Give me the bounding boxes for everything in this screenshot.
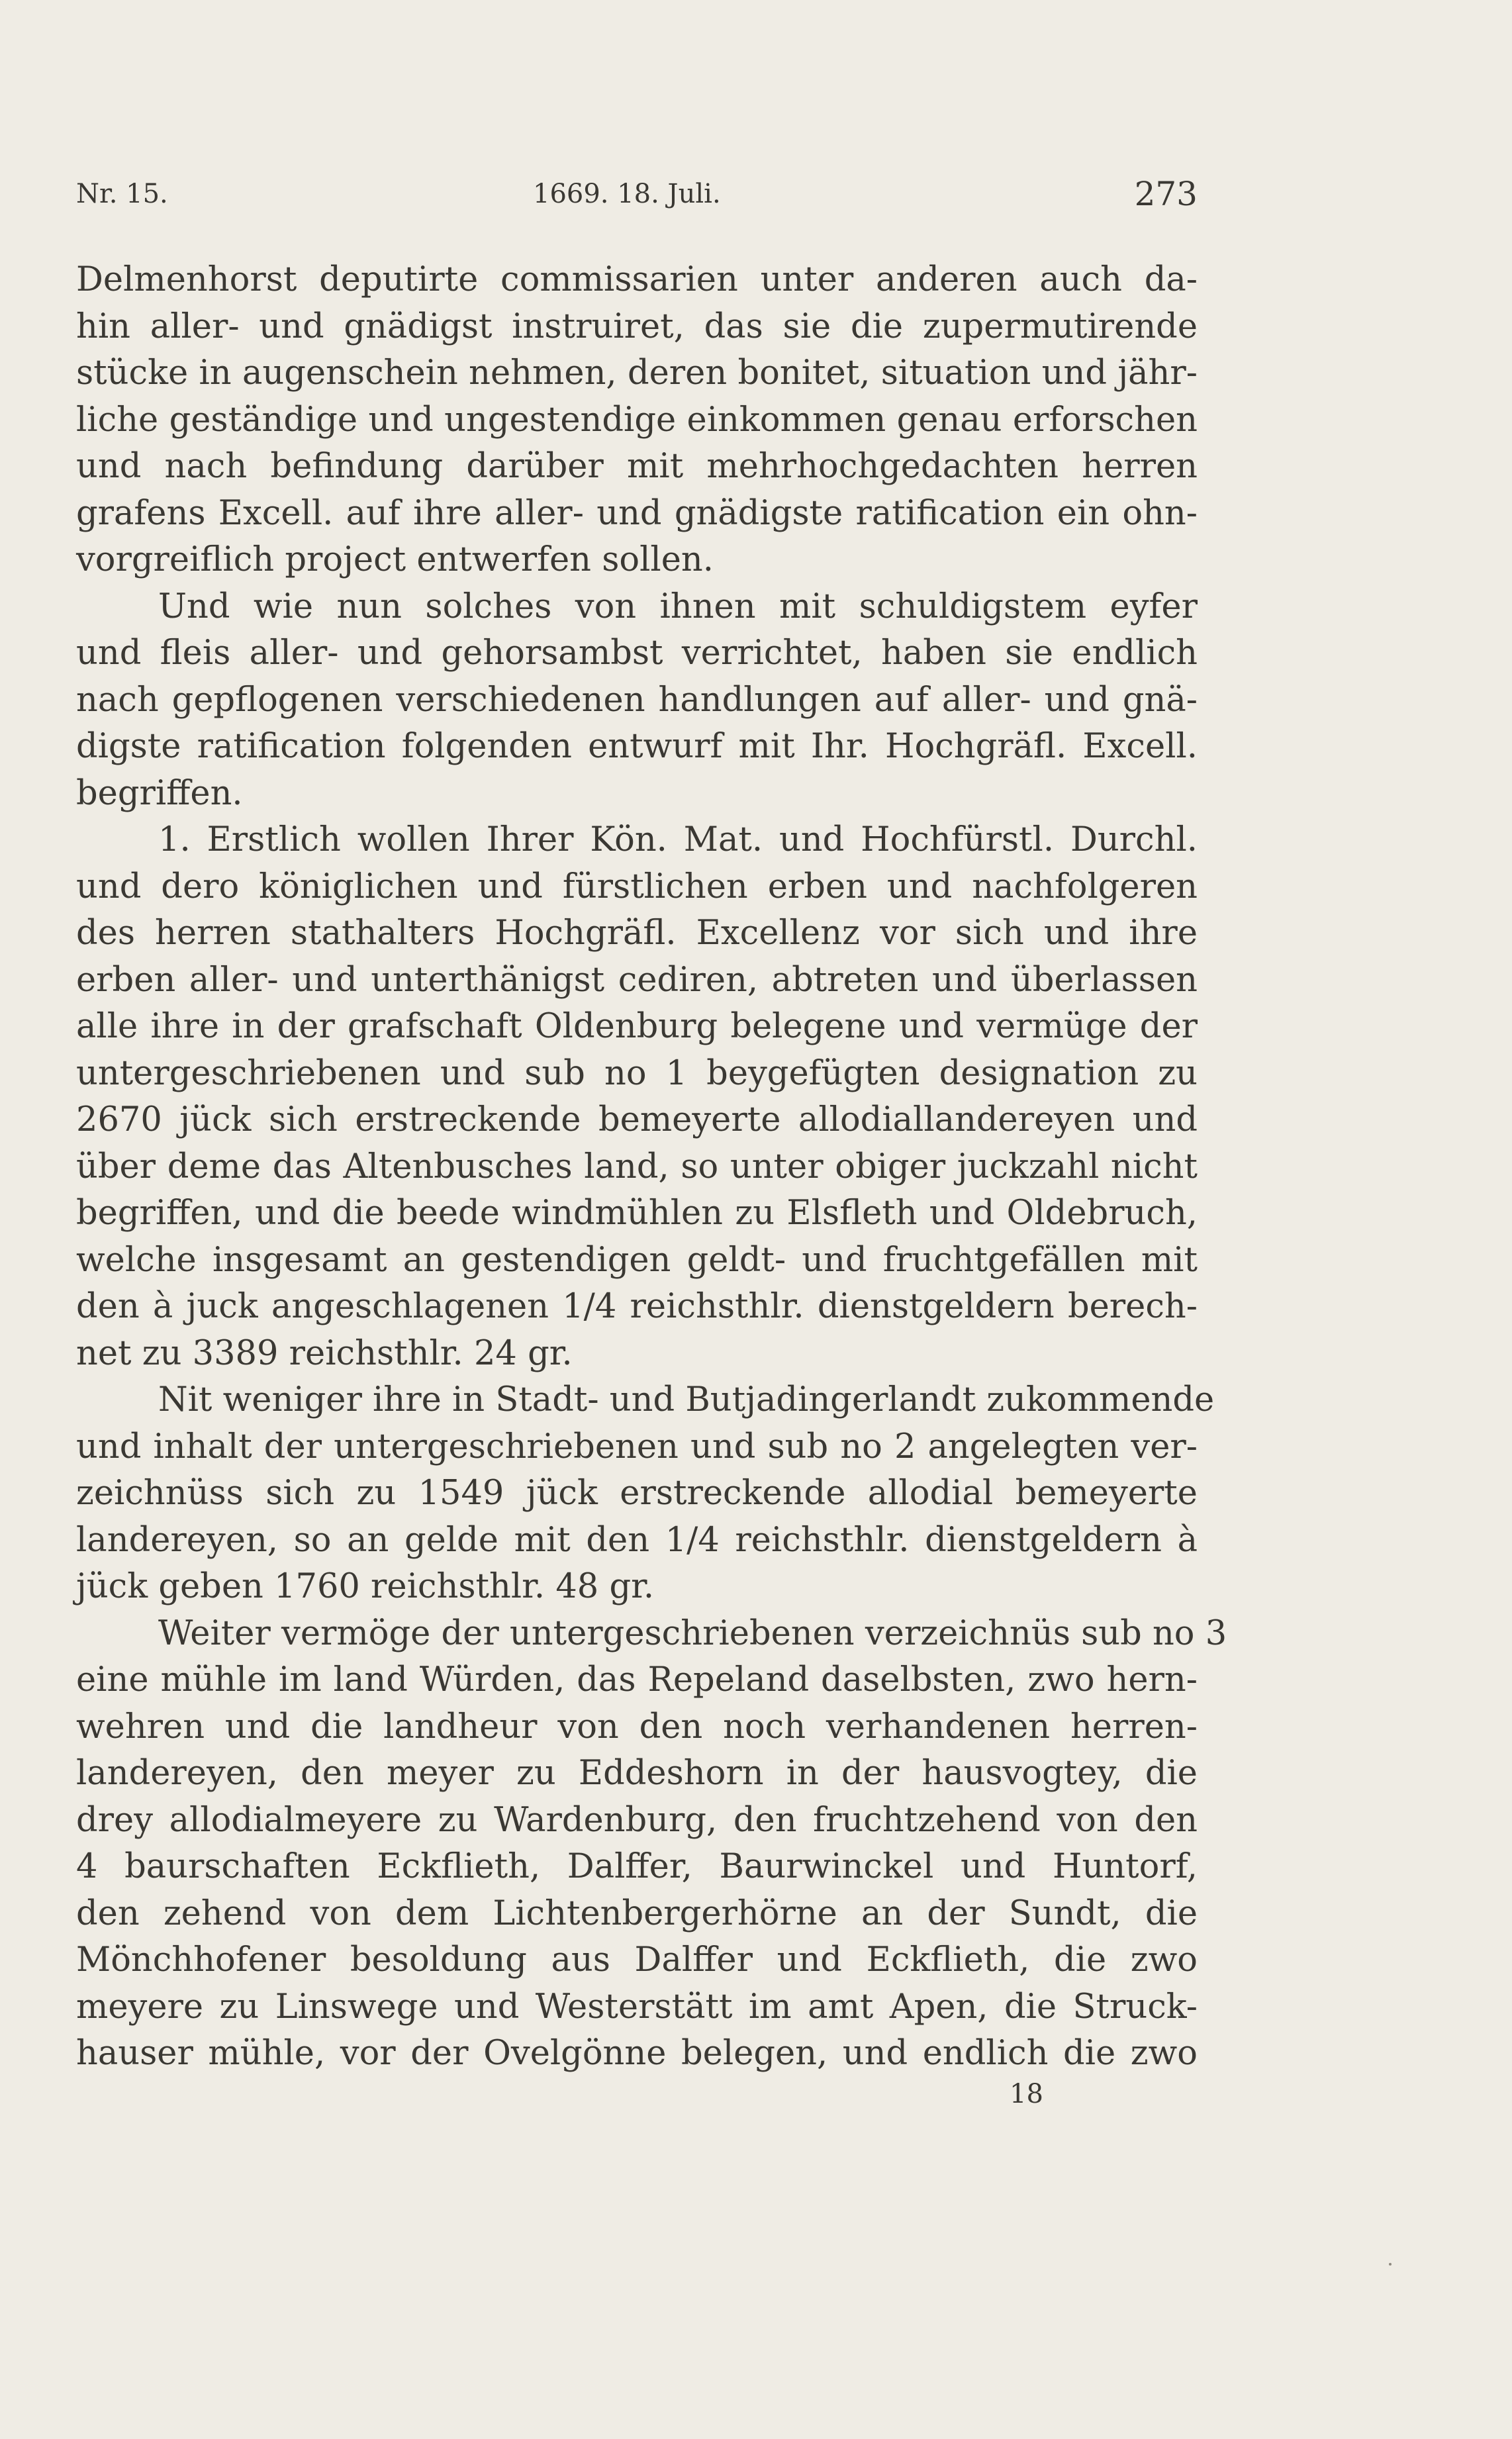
text-line: 1. Erstlich wollen Ihrer Kön. Mat. und Hochfürstl. Durchl. <box>158 820 1198 859</box>
text-line: 4 baurschaften Eckflieth, Dalffer, Baurwinckel und Huntorf, <box>76 1847 1198 1886</box>
signature-mark: 18 <box>1010 2079 1043 2109</box>
text-line: wehren und die landheur von den noch verhandenen herren- <box>76 1707 1198 1746</box>
text-line: und dero königlichen und fürstlichen erben und nachfolgeren <box>76 867 1198 906</box>
text-line: hin aller- und gnädigst instruiret, das sie die zupermutirende <box>76 307 1198 346</box>
text-line: Weiter vermöge der untergeschriebenen verzeichnüs sub no 3 <box>158 1613 1227 1653</box>
text-line: Und wie nun solches von ihnen mit schuldigstem eyfer <box>158 587 1198 626</box>
text-line: und nach befindung darüber mit mehrhochgedachten herren <box>76 447 1198 486</box>
text-line: landereyen, so an gelde mit den 1/4 reichsthlr. dienstgeldern à <box>76 1520 1198 1560</box>
text-line: den zehend von dem Lichtenbergerhörne an der Sundt, die <box>76 1893 1198 1933</box>
header-date: 1669. 18. Juli. <box>533 179 721 209</box>
text-line: vorgreiflich project entwerfen sollen. <box>76 540 714 579</box>
text-line: stücke in augenschein nehmen, deren bonitet, situation und jähr- <box>76 354 1198 393</box>
text-line: zeichnüss sich zu 1549 jück erstreckende allodial bemeyerte <box>76 1474 1198 1513</box>
text-line: digste ratification folgenden entwurf mit Ihr. Hochgräfl. Excell. <box>76 727 1198 766</box>
text-line: und fleis aller- und gehorsambst verrichtet, haben sie endlich <box>76 634 1198 673</box>
text-line: nach gepflogenen verschiedenen handlungen auf aller- und gnä- <box>76 680 1198 720</box>
text-line: den à juck angeschlagenen 1/4 reichsthlr. dienstgeldern berech- <box>76 1287 1198 1326</box>
text-line: eine mühle im land Würden, das Repeland daselbsten, zwo hern- <box>76 1660 1198 1699</box>
text-line: net zu 3389 reichsthlr. 24 gr. <box>76 1333 573 1373</box>
text-line: Nit weniger ihre in Stadt- und Butjadingerlandt zukommende <box>158 1380 1215 1419</box>
text-line: drey allodialmeyere zu Wardenburg, den fruchtzehend von den <box>76 1800 1198 1840</box>
text-line: alle ihre in der grafschaft Oldenburg belegene und vermüge der <box>76 1007 1198 1046</box>
text-line: des herren stathalters Hochgräfl. Excellenz vor sich und ihre <box>76 914 1198 953</box>
text-line: begriffen. <box>76 773 243 813</box>
page-number: 273 <box>1134 175 1198 213</box>
text-line: Mönchhofener besoldung aus Dalffer und Eckflieth, die zwo <box>76 1940 1198 1980</box>
text-line: jück geben 1760 reichsthlr. 48 gr. <box>76 1567 655 1606</box>
running-header <box>76 175 1198 225</box>
document-number: Nr. 15. <box>76 179 168 209</box>
text-line: landereyen, den meyer zu Eddeshorn in der hausvogtey, die <box>76 1754 1198 1793</box>
text-line: begriffen, und die beede windmühlen zu Elsfleth und Oldebruch, <box>76 1194 1198 1233</box>
paper-speck <box>1389 2263 1392 2266</box>
text-line: welche insgesamt an gestendigen geldt- und fruchtgefällen mit <box>76 1240 1198 1280</box>
text-line: und inhalt der untergeschriebenen und sub no 2 angelegten ver- <box>76 1427 1198 1466</box>
text-line: hauser mühle, vor der Ovelgönne belegen, und endlich die zwo <box>76 2034 1198 2073</box>
body-text <box>76 257 1227 2078</box>
text-line: meyere zu Linswege und Westerstätt im amt Apen, die Struck- <box>76 1987 1198 2027</box>
text-line: erben aller- und unterthänigst cediren, abtreten und überlassen <box>76 960 1198 1000</box>
text-line: Delmenhorst deputirte commissarien unter anderen auch da- <box>76 260 1198 299</box>
text-line: untergeschriebenen und sub no 1 beygefügten designation zu <box>76 1053 1198 1093</box>
text-line: liche geständige und ungestendige einkommen genau erforschen <box>76 400 1198 440</box>
text-line: grafens Excell. auf ihre aller- und gnädigste ratification ein ohn- <box>76 493 1198 533</box>
text-line: über deme das Altenbusches land, so unter obiger juckzahl nicht <box>76 1147 1198 1186</box>
text-line: 2670 jück sich erstreckende bemeyerte allodiallandereyen und <box>76 1100 1198 1139</box>
